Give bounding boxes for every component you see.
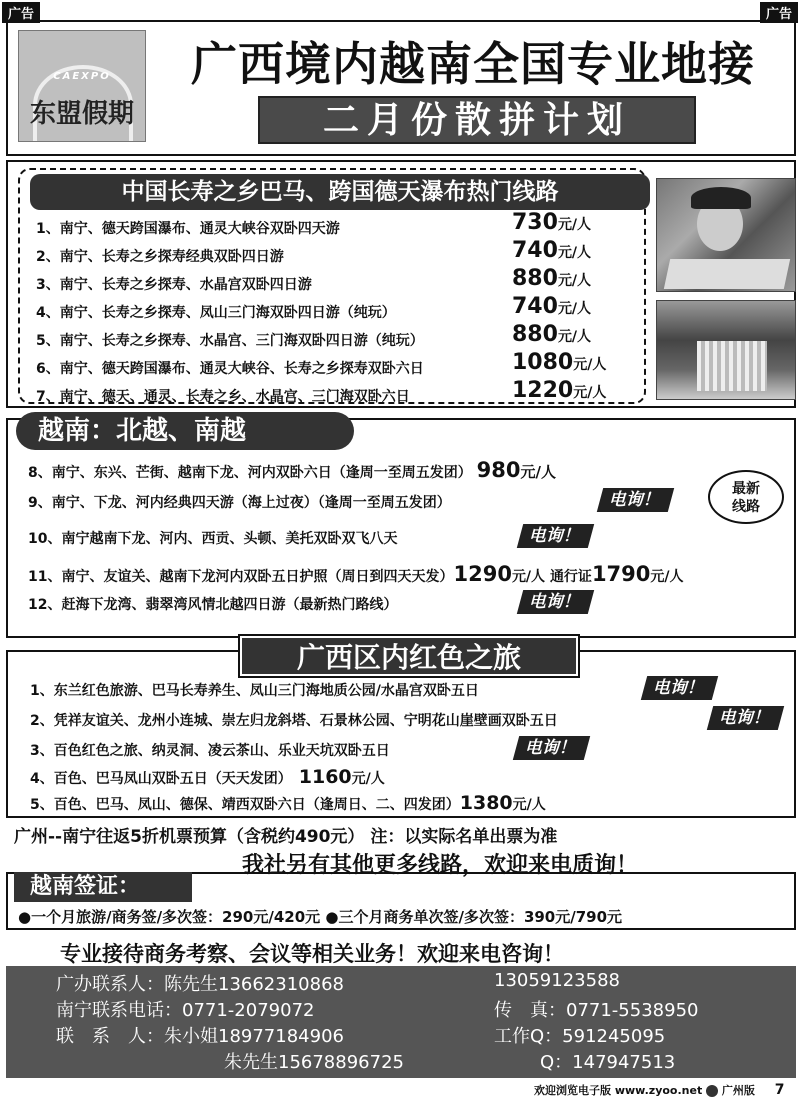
contact-person-2: 朱先生15678896725 [224,1052,404,1073]
elder-photo [656,178,796,292]
route-item: 12、赶海下龙湾、翡翠湾风情北越四日游（最新热门路线） [28,597,398,613]
route-item: 8、南宁、东兴、芒街、越南下龙、河内双卧六日（逢周一至周五发团） 980元/人 [28,458,556,482]
route-price: 740元/人 [512,238,592,263]
route-price: 880元/人 [512,322,592,347]
route-item: 2、南宁、长寿之乡探寿经典双卧四日游 [36,249,284,265]
section-bama-detian [6,160,796,408]
visa-prices: ●一个月旅游/商务签/多次签：290元/420元 ●三个月商务单次签/多次签：390元/790元 [18,908,623,926]
route-price: 880元/人 [512,266,592,291]
main-title: 广西境内越南全国专业地接 [191,37,755,91]
more-routes-note: 我社另有其他更多线路，欢迎来电质询！ [242,853,639,878]
route-price: 740元/人 [512,294,592,319]
waterfall-photo [656,300,796,400]
phone-inquiry-badge: 电询！ [517,590,594,614]
phone-inquiry-badge: 电询！ [517,524,594,548]
route-item: 3、南宁、长寿之乡探寿、水晶宫双卧四日游 [36,277,312,293]
gz-contact: 广办联系人：陈先生13662310868 [56,974,344,995]
header [6,20,796,156]
ad-tag-left: 广告 [2,2,40,23]
qq: Q：147947513 [540,1052,676,1073]
route-item: 1、东兰红色旅游、巴马长寿养生、凤山三门海地质公园/水晶宫双卧五日 [30,683,479,699]
logo [18,30,146,142]
route-item: 3、百色红色之旅、纳灵洞、凌云茶山、乐业天坑双卧五日 [30,743,390,759]
section-vietnam-banner: 越南：北越、南越 [16,412,354,450]
sub-title: 二月份散拼计划 [258,96,696,144]
route-price: 730元/人 [512,210,592,235]
route-item: 5、百色、巴马、凤山、德保、靖西双卧六日（逢周日、二、四发团）1380元/人 [30,792,546,814]
route-item: 4、南宁、长寿之乡探寿、凤山三门海双卧四日游（纯玩） [36,305,396,321]
route-price: 1220元/人 [512,378,607,403]
route-item: 11、南宁、友谊关、越南下龙河内双卧五日护照（周日到四天天发）1290元/人 通行证1790元/人 [28,562,684,586]
section-bama-banner: 中国长寿之乡巴马、跨国德天瀑布热门线路 [30,174,650,210]
edition-logo-icon [706,1085,718,1097]
air-ticket-note: 广州--南宁往返5折机票预算（含税约490元） 注：以实际名单出票为准 [14,827,558,847]
phone-inquiry-badge: 电询！ [597,488,674,512]
visa-title: 越南签证： [14,872,192,902]
phone-inquiry-badge: 电询！ [641,676,718,700]
logo-chinese: 东盟假期 [29,99,134,129]
nn-phone: 南宁联系电话：0771-2079072 [56,1000,315,1021]
route-item: 10、南宁越南下龙、河内、西贡、头顿、美托双卧双飞八天 [28,531,398,547]
phone-inquiry-badge: 电询！ [513,736,590,760]
section-red-tour-banner: 广西区内红色之旅 [240,636,578,676]
section-red-tour [6,641,796,818]
section-vietnam [6,418,796,638]
section-bama-box [18,168,646,404]
business-note: 专业接待商务考察、会议等相关业务！欢迎来电咨询！ [60,942,564,966]
route-item: 9、南宁、下龙、河内经典四天游（海上过夜）（逢周一至周五发团） [28,495,451,511]
route-item: 2、凭祥友谊关、龙州小连城、崇左归龙斜塔、石景林公园、宁明花山崖壁画双卧五日 [30,713,558,729]
route-item: 5、南宁、长寿之乡探寿、水晶宫、三门海双卧四日游（纯玩） [36,333,424,349]
footer-website: 欢迎浏览电子版 www.zyoo.net [534,1084,703,1097]
contact-person: 联 系 人：朱小姐18977184906 [56,1026,344,1047]
contacts-panel [6,966,796,1078]
route-item: 4、百色、巴马凤山双卧五日（天天发团） 1160元/人 [30,766,385,788]
fax: 传 真：0771-5538950 [494,1000,699,1021]
footer [534,1082,785,1098]
work-qq: 工作Q：591245095 [494,1026,666,1047]
new-route-badge: 最新 线路 [708,470,784,524]
gz-phone2: 13059123588 [494,970,620,991]
logo-english: CAEXPO [53,71,111,82]
ad-tag-right: 广告 [760,2,798,23]
visa-section [6,872,796,930]
route-item: 1、南宁、德天跨国瀑布、通灵大峡谷双卧四天游 [36,221,340,237]
footer-edition: 广州版 [721,1084,755,1097]
route-item: 6、南宁、德天跨国瀑布、通灵大峡谷、长寿之乡探寿双卧六日 [36,361,424,377]
route-item: 7、南宁、德天、通灵、长寿之乡、水晶宫、三门海双卧六日 [36,389,410,405]
page-number: 7 [774,1082,785,1098]
phone-inquiry-badge: 电询！ [707,706,784,730]
route-price: 1080元/人 [512,350,607,375]
